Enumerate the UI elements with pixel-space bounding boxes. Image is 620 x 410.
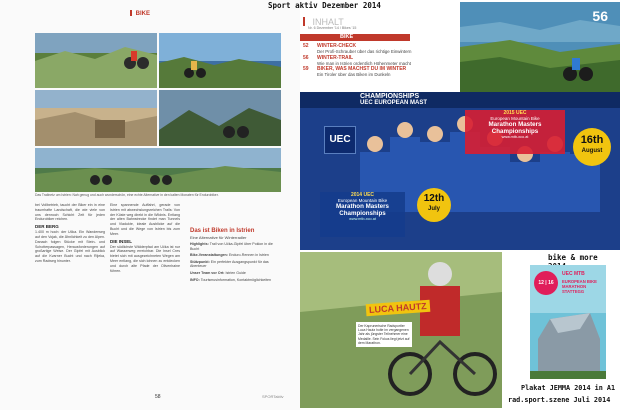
poster-panel-2014: 2014 UEC European Mountain Bike Marathon Masters Championships www.mtb-xco.at xyxy=(320,192,405,237)
photo-mountain-descent xyxy=(159,90,281,146)
mini-poster xyxy=(530,265,606,379)
rider-clipping xyxy=(300,252,502,408)
label-bike-more: bike & more xyxy=(548,253,598,262)
info-box-subtitle: Eine Alternative für Winterradler xyxy=(190,235,247,240)
toc-list: 52 WINTER-CHECK Der Profi-Schrauber über das richtige Einwintern 56 WINTER-TRAIL Wie man in Istrien ordentlich Höhenmeter macht 59 BIKER, WAS MACHST DU IM WINTER Ein Tiroler über das Biken im Dunkeln xyxy=(303,43,458,78)
photo-caption: Das Trailnetz um Istrien: Nah genug und auch wunderschön, eine echte Alternative in den kalten Monaten für Endurobiker. xyxy=(35,193,219,197)
photo-rocky-trail xyxy=(35,90,157,146)
banner-line1: CHAMPIONSHIPS xyxy=(360,93,420,100)
toc-item[interactable]: 52 WINTER-CHECK xyxy=(303,43,357,49)
label-sport-aktiv: Sport aktiv Dezember 2014 xyxy=(268,1,381,10)
rider-text: Der Kaprunerische Radsportler Luca Hautz holte im vergangenen Jahr als jüngster Teilnehmer eine Medaille. Sein Fokus liegt jetzt auf dem Marathon. xyxy=(356,322,412,347)
banner-line2: UEC EUROPEAN MAST xyxy=(360,100,428,106)
date-badge-16-august: 16th August xyxy=(573,128,611,166)
inhalt-bar xyxy=(303,17,305,26)
section-bar xyxy=(130,10,132,16)
section-header xyxy=(130,10,150,17)
section-text: Der südlichste Wälderpfad am Učka ist nur auf Wasserweg erreichbar. Die Insel Cres bietet sich mit ausgezeichneten Wegen am Meer entlang, die sich lohnen zu entdecken und durch alte Pfade der Olivenhaine führen. xyxy=(110,244,180,273)
label-plakat-line2: rad.sport.szene Juli 2014 xyxy=(508,396,611,404)
photo-sea-view xyxy=(159,33,281,88)
page-number-left: 58 xyxy=(155,394,161,400)
poster-panel-2015: 2015 UEC European Mountain Bike Marathon Masters Championships www.mtb-xco.at xyxy=(465,110,565,154)
uec-logo: UEC xyxy=(324,126,356,154)
footer-brand: SPORTaktiv xyxy=(262,394,284,399)
article-column-left xyxy=(35,203,105,264)
info-box-title: Das ist Biken in Istrien xyxy=(190,228,255,234)
toc-category: BIKE xyxy=(300,34,410,41)
date-badge-12-july: 12th July xyxy=(417,188,451,222)
article-mid-text: Eine spannende Auffahrt, gerade von Istrien mit abwechslungsreichen Trails: Von der Küste weg direkt in die Wildnis. Entlang der alten Bahnstrecke findet man Tunnels und Viadukte, ideale Ausblicke auf die Bucht und die Wege von Istrien bis zum Meer. xyxy=(110,203,180,236)
left-magazine-spread xyxy=(0,0,300,410)
page-number-56: 56 xyxy=(592,8,608,24)
mini-poster-date-badge: 12 | 16 xyxy=(534,271,558,295)
landscape-photo xyxy=(159,33,281,88)
article-intro: bei Vollbetrieb, taucht der Biker ein in eine traumhafte Landschaft, die wie viele von uns dennoch Schicht Zeit für jeden Endurobiker reichen. xyxy=(35,203,105,222)
section-heading: DER BERG xyxy=(35,224,59,230)
landscape-photo xyxy=(159,90,281,146)
landscape-photo xyxy=(35,90,157,146)
inhalt-title: INHALT xyxy=(312,16,344,27)
info-box-item: Unser Team vor Ort: Istrien Guide xyxy=(190,270,246,275)
mini-poster-fortress xyxy=(530,309,606,379)
section-heading: DIE INSEL xyxy=(110,238,133,244)
issue-info: Nr. 6 Dezember '14 / Bikes '15 xyxy=(308,26,357,30)
photo-page-56 xyxy=(460,2,620,92)
toc-item[interactable]: 59 BIKER, WAS MACHST DU IM WINTER xyxy=(303,66,407,72)
photo-istria-coast-riders xyxy=(35,33,157,88)
info-box-item: INFO: Tourismusinformation, Kontaktmöglichkeiten xyxy=(190,277,272,282)
mini-poster-top-label: UEC MTB xyxy=(562,271,585,277)
championship-poster xyxy=(300,92,620,250)
article-column-middle xyxy=(110,203,180,273)
section-label: BIKE xyxy=(135,10,151,17)
info-box-item: Highlights: Trail von Učka-Gipfel über Poklon in die Bucht xyxy=(190,242,273,251)
landscape-photo xyxy=(35,148,281,192)
inhalt-page xyxy=(300,10,460,90)
mini-poster-headline: EUROPEAN BIKE MARATHON STATTEGG xyxy=(562,279,597,294)
info-box xyxy=(190,228,282,282)
toc-item[interactable]: 56 WINTER-TRAIL xyxy=(303,54,354,61)
info-box-item: Stützpunkt: Ein perfekter Ausgangspunkt für das Abenteuer xyxy=(190,259,269,269)
rider-name-tag: LUCA HAUTZ xyxy=(366,300,430,316)
section-text: 1.400 m hoch: der Učka. Ein Wanderweg auf den Vojak, die Ähnlichkeit zu den Alpen. Danach folgen Stücke mit Stein- und Schotterpassagen, Herausforderungen auf großartige Weise. Der Gipfel mit Ausblick auf die Kvarner Bucht und nach Rijeka, zum Radweg hinunter. xyxy=(35,230,105,263)
landscape-photo xyxy=(35,33,157,88)
label-plakat-line1: Plakat JEMMA 2014 in A1 xyxy=(521,384,616,392)
info-box-item: Bike-Veranstaltungen: Enduro-Rennen in Istrien xyxy=(190,253,269,258)
photo-riders-coast-bottom xyxy=(35,148,281,192)
